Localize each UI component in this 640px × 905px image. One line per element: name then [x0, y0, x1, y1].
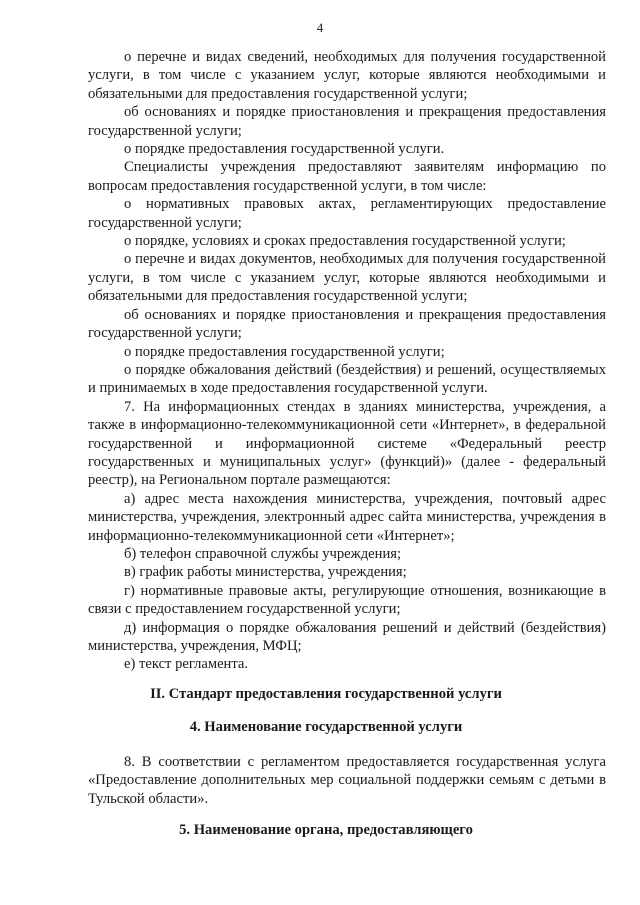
paragraph: о порядке, условиях и сроках предоставления государственной услуги;	[124, 233, 566, 250]
paragraph: о порядке предоставления государственной услуги;	[124, 343, 445, 360]
paragraph: о порядке предоставления государственной услуги.	[124, 141, 445, 158]
paragraph: о перечне и видах сведений, необходимых для получения государственной услуги, в том числе с указанием услуг, которые являются необходимыми и обязательными для предоставления государственной услуги;	[88, 49, 606, 102]
paragraph: о нормативных правовых актах, регламентирующих предоставление государственной услуги;	[88, 196, 606, 231]
page-number: 4	[316, 20, 324, 35]
paragraph: в) график работы министерства, учреждения;	[124, 564, 407, 581]
paragraph-8-block	[88, 753, 606, 808]
body-text	[88, 48, 606, 674]
paragraph: е) текст регламента.	[124, 656, 249, 673]
paragraph: 7. На информационных стендах в зданиях министерства, учреждения, а также в информационно-телекоммуникационной сети «Интернет», в федеральной государственной и информационной системе «Федеральный реестр государственных и муниципальных услуг» (функций)» (далее - федеральный реестр), на Региональном портале размещаются:	[88, 398, 606, 489]
paragraph: б) телефон справочной службы учреждения;	[124, 545, 402, 562]
paragraph-8: 8. В соответствии с регламентом предоставляется государственная услуга «Предоставление дополнительных мер социальной поддержки семьям с детьми в Тульской области».	[88, 754, 606, 807]
paragraph: об основаниях и порядке приостановления и прекращения предоставления государственной услуги;	[88, 104, 606, 139]
paragraph: д) информация о порядке обжалования решений и действий (бездействия) министерства, учреждения, МФЦ;	[88, 619, 606, 654]
paragraph: об основаниях и порядке приостановления и прекращения предоставления государственной услуги;	[88, 306, 606, 342]
paragraph: о перечне и видах документов, необходимых для получения государственной услуги, в том числе с указанием услуг, которые являются необходимыми и обязательными для предоставления государственной услуги;	[88, 251, 606, 305]
section-2-heading: II. Стандарт предоставления государственной услуги	[150, 686, 502, 702]
section-4-heading: 4. Наименование государственной услуги	[189, 719, 463, 735]
section-5-heading: 5. Наименование органа, предоставляющего	[179, 822, 473, 838]
paragraph: Специалисты учреждения предоставляют заявителям информацию по вопросам предоставления государственной услуги, в том числе:	[88, 159, 606, 194]
paragraph: о порядке обжалования действий (бездействия) и решений, осуществляемых и принимаемых в ходе предоставления государственной услуги.	[88, 361, 606, 397]
paragraph: г) нормативные правовые акты, регулирующие отношения, возникающие в связи с предоставлением государственной услуги;	[88, 582, 606, 618]
paragraph: а) адрес места нахождения министерства, учреждения, почтовый адрес министерства, учреждения, электронный адрес сайта министерства, учреждения в информационно-телекоммуникационной сети «Интернет»;	[88, 490, 606, 544]
